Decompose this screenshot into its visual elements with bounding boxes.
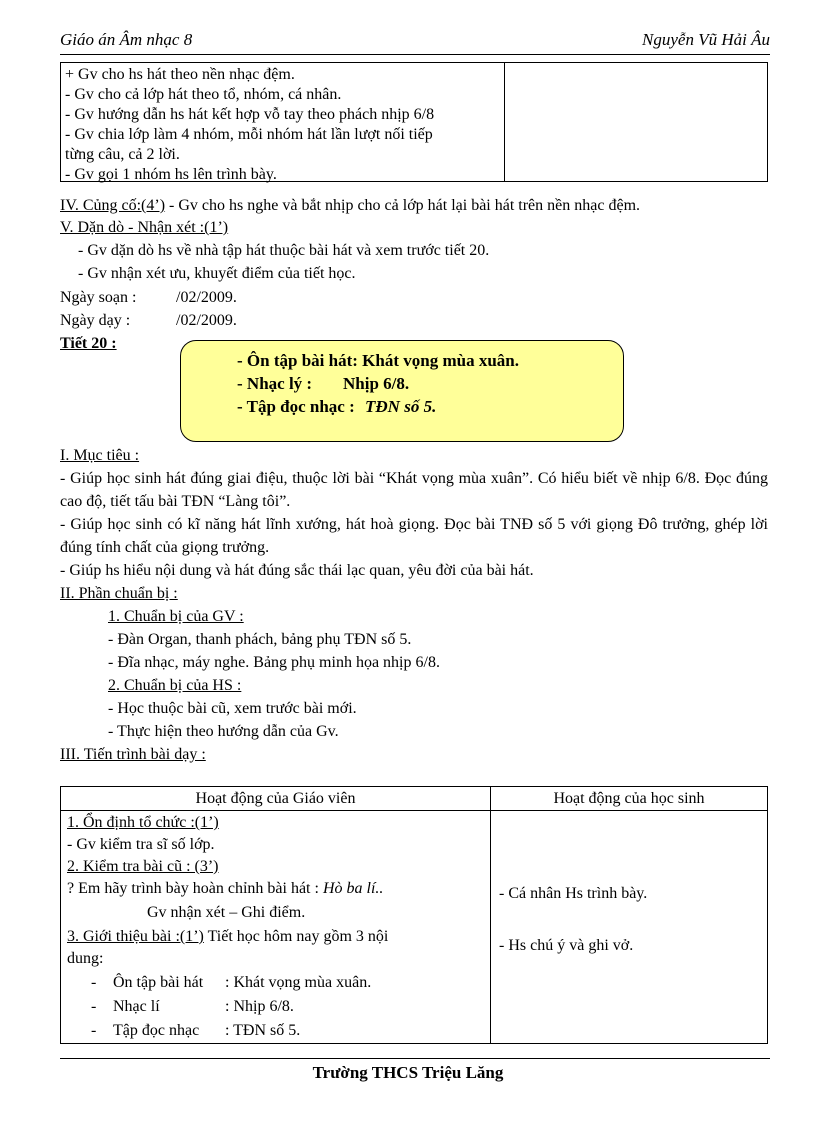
section-consolidation xyxy=(60,196,640,216)
introduction-heading: 3. Giới thiệu bài :(1’) xyxy=(67,928,204,945)
date-prepared-label: Ngày soạn : xyxy=(60,289,137,306)
section-consolidation-label: IV. Củng cố:(4’) xyxy=(60,197,166,214)
review-question-song: Hò ba lí.. xyxy=(322,880,384,897)
content-item-value: : Khát vọng mùa xuân. xyxy=(225,974,372,991)
content-item-label: Ôn tập bài hát xyxy=(113,974,204,991)
page-header xyxy=(60,28,770,55)
lesson-summary-reading xyxy=(237,397,436,417)
bullet-dash: - xyxy=(91,1022,97,1039)
header-author: Nguyễn Vũ Hải Âu xyxy=(642,30,770,49)
preparation-heading: II. Phần chuẩn bị : xyxy=(60,585,178,602)
content-item-value: : TĐN số 5. xyxy=(225,1022,301,1039)
objective-paragraph: - Giúp hs hiểu nội dung và hát đúng sắc thái lạc quan, yêu đời của bài hát. xyxy=(60,562,534,579)
student-column-header: Hoạt động của học sinh xyxy=(491,787,767,811)
column-divider xyxy=(490,811,491,1043)
introduction-text-cont: dung: xyxy=(67,950,104,967)
date-taught-value: /02/2009. xyxy=(176,312,237,329)
content-item-label: Tập đọc nhạc xyxy=(113,1022,200,1039)
preparation-student-item: - Thực hiện theo hướng dẫn của Gv. xyxy=(108,723,339,740)
section-consolidation-text: - Gv cho hs nghe và bắt nhịp cho cả lớp hát lại bài hát trên nền nhạc đệm. xyxy=(165,197,641,214)
bullet-dash: - xyxy=(91,998,97,1015)
continuation-line: - Gv hướng dẫn hs hát kết hợp vỗ tay theo phách nhịp 6/8 xyxy=(65,106,435,123)
lesson-summary-theory-value: Nhịp 6/8. xyxy=(343,374,410,393)
objective-paragraph: - Giúp học sinh hát đúng giai điệu, thuộc lời bài “Khát vọng mùa xuân”. Có hiểu biết về nhịp 6/8. Đọc đúng cao độ, tiết tấu bài TĐN “Làng tôi”. xyxy=(60,470,768,510)
lesson-summary-song: - Ôn tập bài hát: Khát vọng mùa xuân. xyxy=(237,351,519,370)
content-item xyxy=(91,973,372,993)
lesson-summary-reading-label: - Tập đọc nhạc : xyxy=(237,397,355,416)
continuation-line: - Gv gọi 1 nhóm hs lên trình bày. xyxy=(65,166,277,183)
continuation-line: - Gv cho cả lớp hát theo tổ, nhóm, cá nhân. xyxy=(65,86,342,103)
continuation-line: - Gv chia lớp làm 4 nhóm, mỗi nhóm hát lần lượt nối tiếp xyxy=(65,126,433,143)
objectives-heading: I. Mục tiêu : xyxy=(60,447,140,464)
bullet-dash: - xyxy=(91,974,97,991)
continuation-table xyxy=(60,62,768,182)
content-item xyxy=(91,997,294,1017)
activity-table xyxy=(60,786,768,1044)
lesson-summary-reading-value: TĐN số 5. xyxy=(365,397,437,416)
page-footer: Trường THCS Triệu Lăng xyxy=(312,1063,504,1082)
preparation-teacher-item: - Đĩa nhạc, máy nghe. Bảng phụ minh họa nhịp 6/8. xyxy=(108,654,440,671)
objective-paragraph: - Giúp học sinh có kĩ năng hát lĩnh xướng, hát hoà giọng. Đọc bài TNĐ số 5 với giọng Đô trưởng, ghép lời đúng tính chất của giọng trưởng. xyxy=(60,516,768,556)
content-item-value: : Nhịp 6/8. xyxy=(225,998,294,1015)
preparation-student-heading: 2. Chuẩn bị của HS : xyxy=(108,677,242,694)
teacher-column-header: Hoạt động của Giáo viên xyxy=(61,787,491,811)
date-prepared-value: /02/2009. xyxy=(176,289,237,306)
preparation-student-item: - Học thuộc bài cũ, xem trước bài mới. xyxy=(108,700,357,717)
lesson-summary-theory xyxy=(237,374,410,394)
review-question xyxy=(67,879,383,899)
preparation-teacher-item: - Đàn Organ, thanh phách, bảng phụ TĐN số 5. xyxy=(108,631,412,648)
date-prepared xyxy=(60,288,237,308)
introduction-text: Tiết học hôm nay gồm 3 nội xyxy=(203,928,389,945)
continuation-teacher-cell xyxy=(61,63,505,181)
lesson-summary-theory-label: - Nhạc lý : xyxy=(237,374,313,393)
organization-text: - Gv kiểm tra sĩ số lớp. xyxy=(67,836,215,853)
review-heading: 2. Kiểm tra bài cũ : (3’) xyxy=(67,858,219,875)
progress-heading: III. Tiến trình bài dạy : xyxy=(60,746,206,763)
footer-rule xyxy=(60,1058,770,1059)
student-activity: - Cá nhân Hs trình bày. xyxy=(499,885,648,902)
homework-line: - Gv nhận xét ưu, khuyết điểm của tiết học. xyxy=(78,265,356,282)
content-item-label: Nhạc lí xyxy=(113,998,160,1015)
lesson-title: Tiết 20 : xyxy=(60,335,117,352)
homework-line: - Gv dặn dò hs về nhà tập hát thuộc bài hát và xem trước tiết 20. xyxy=(78,242,490,259)
organization-heading: 1. Ổn định tổ chức :(1’) xyxy=(67,814,219,831)
section-homework-heading: V. Dặn dò - Nhận xét :(1’) xyxy=(60,219,229,236)
review-question-text: ? Em hãy trình bày hoàn chỉnh bài hát : xyxy=(67,880,323,897)
continuation-line: từng câu, cả 2 lời. xyxy=(65,146,180,163)
date-taught xyxy=(60,311,237,331)
review-note: Gv nhận xét – Ghi điểm. xyxy=(147,904,306,921)
header-subject: Giáo án Âm nhạc 8 xyxy=(60,30,193,49)
lesson-summary-box xyxy=(180,340,624,442)
date-taught-label: Ngày dạy : xyxy=(60,312,131,329)
content-item xyxy=(91,1021,301,1041)
student-activity: - Hs chú ý và ghi vở. xyxy=(499,937,634,954)
preparation-teacher-heading: 1. Chuẩn bị của GV : xyxy=(108,608,244,625)
introduction-line xyxy=(67,927,388,947)
continuation-line: + Gv cho hs hát theo nền nhạc đệm. xyxy=(65,66,295,83)
